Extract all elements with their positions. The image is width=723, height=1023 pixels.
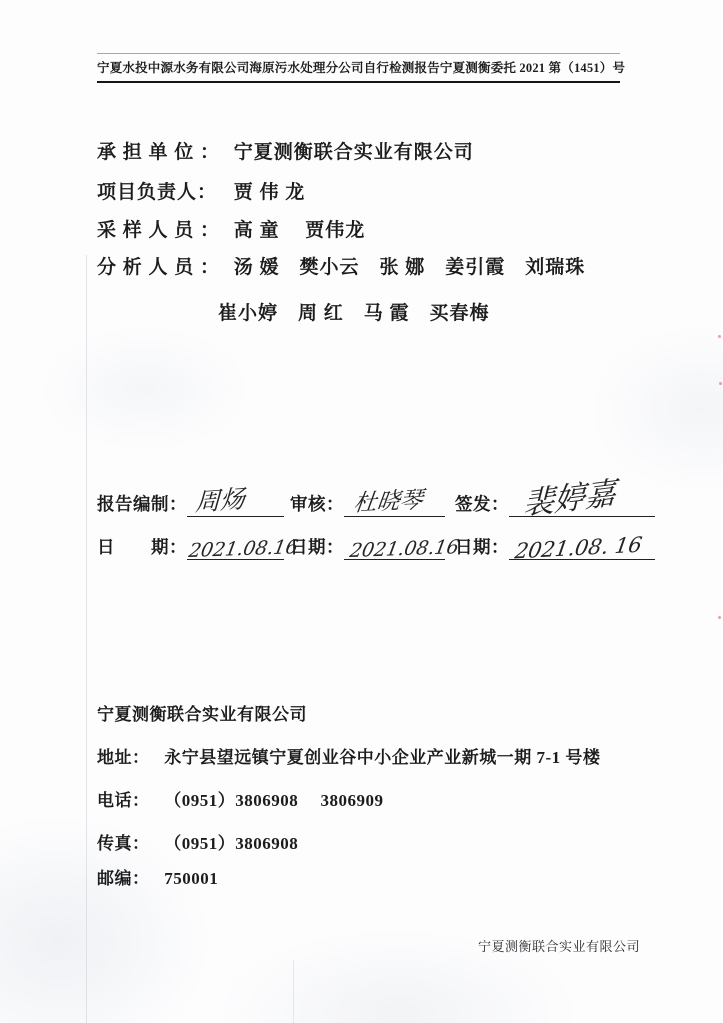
field-value: 高 童 贾伟龙 (233, 220, 366, 241)
field-row-analysis-staff (97, 252, 585, 279)
footer-postcode-row (97, 864, 218, 889)
field-label: 项目负责人： (97, 182, 218, 203)
page-header (97, 53, 626, 83)
header-title: 宁夏水投中源水务有限公司海原污水处理分公司自行检测报告 (97, 61, 440, 75)
issuer-label: 签发： (455, 494, 509, 514)
footer-fax-value: （0951）3806908 (164, 834, 299, 853)
prepared-signature-handwriting: 周炀 (194, 484, 246, 517)
footer-postcode-value: 750001 (164, 869, 219, 888)
reviewer-label: 审核： (290, 494, 344, 514)
prepared-signature-line (187, 484, 284, 517)
footer-postcode-label: 邮编： (97, 869, 150, 888)
issue-signature-handwriting: 裴婷嘉 (522, 475, 616, 523)
footer-phone-row (97, 786, 384, 811)
scan-red-speck (718, 335, 721, 338)
footer-phone-value: （0951）3806908 3806909 (164, 791, 384, 810)
date-line-3 (509, 532, 655, 564)
date-line-1 (187, 532, 300, 562)
field-row-analysis-staff-cont (218, 298, 490, 325)
field-value: 宁夏测衡联合实业有限公司 (233, 142, 474, 163)
scan-fold-line (86, 255, 87, 1023)
field-value: 贾 伟 龙 (233, 182, 306, 203)
date-handwriting-2: 2021.08.16 (348, 536, 461, 562)
footer-company (97, 700, 307, 725)
footer-phone-label: 电话： (97, 791, 150, 810)
footer-address-label: 地址： (97, 748, 150, 767)
signoff-signatures-row (97, 475, 655, 523)
scan-red-speck (718, 616, 721, 619)
date-handwriting-3: 2021.08. 16 (513, 532, 644, 564)
issue-signature-line (509, 475, 655, 523)
field-row-sampling-staff (97, 215, 365, 242)
review-signature-handwriting: 杜晓琴 (352, 487, 425, 517)
field-label: 采 样 人 员 ： (97, 220, 221, 241)
field-value: 汤 媛 樊小云 张 娜 姜引霞 刘瑞珠 (233, 257, 586, 278)
date-label-2: 日期： (290, 537, 344, 557)
field-value: 崔小婷 周 红 马 霞 买春梅 (218, 303, 490, 324)
footer-fax-label: 传真： (97, 834, 150, 853)
header-doc-number: 宁夏测衡委托 2021 第（1451）号 (439, 61, 626, 75)
footer-address-value: 永宁县望远镇宁夏创业谷中小企业产业新城一期 7-1 号楼 (164, 748, 601, 767)
field-row-project-leader (97, 177, 305, 204)
signoff-dates-row (97, 532, 655, 564)
date-label-1: 日 期： (97, 537, 187, 557)
prepared-by-label: 报告编制： (97, 494, 187, 514)
scan-red-speck (719, 382, 722, 385)
footer-company-name: 宁夏测衡联合实业有限公司 (97, 705, 307, 724)
field-label: 承 担 单 位 ： (97, 142, 221, 163)
footer-address-row (97, 743, 600, 768)
date-label-3: 日期： (455, 537, 509, 557)
footer-fax-row (97, 829, 298, 854)
date-line-2 (344, 532, 461, 562)
scan-fold-line-2 (293, 960, 294, 1023)
field-label: 分 析 人 员 ： (97, 257, 221, 278)
review-signature-line (344, 489, 445, 517)
page-footer-company: 宁夏测衡联合实业有限公司 (478, 939, 641, 954)
field-row-undertaking-unit (97, 137, 474, 164)
date-handwriting-1: 2021.08.16 (187, 536, 300, 562)
